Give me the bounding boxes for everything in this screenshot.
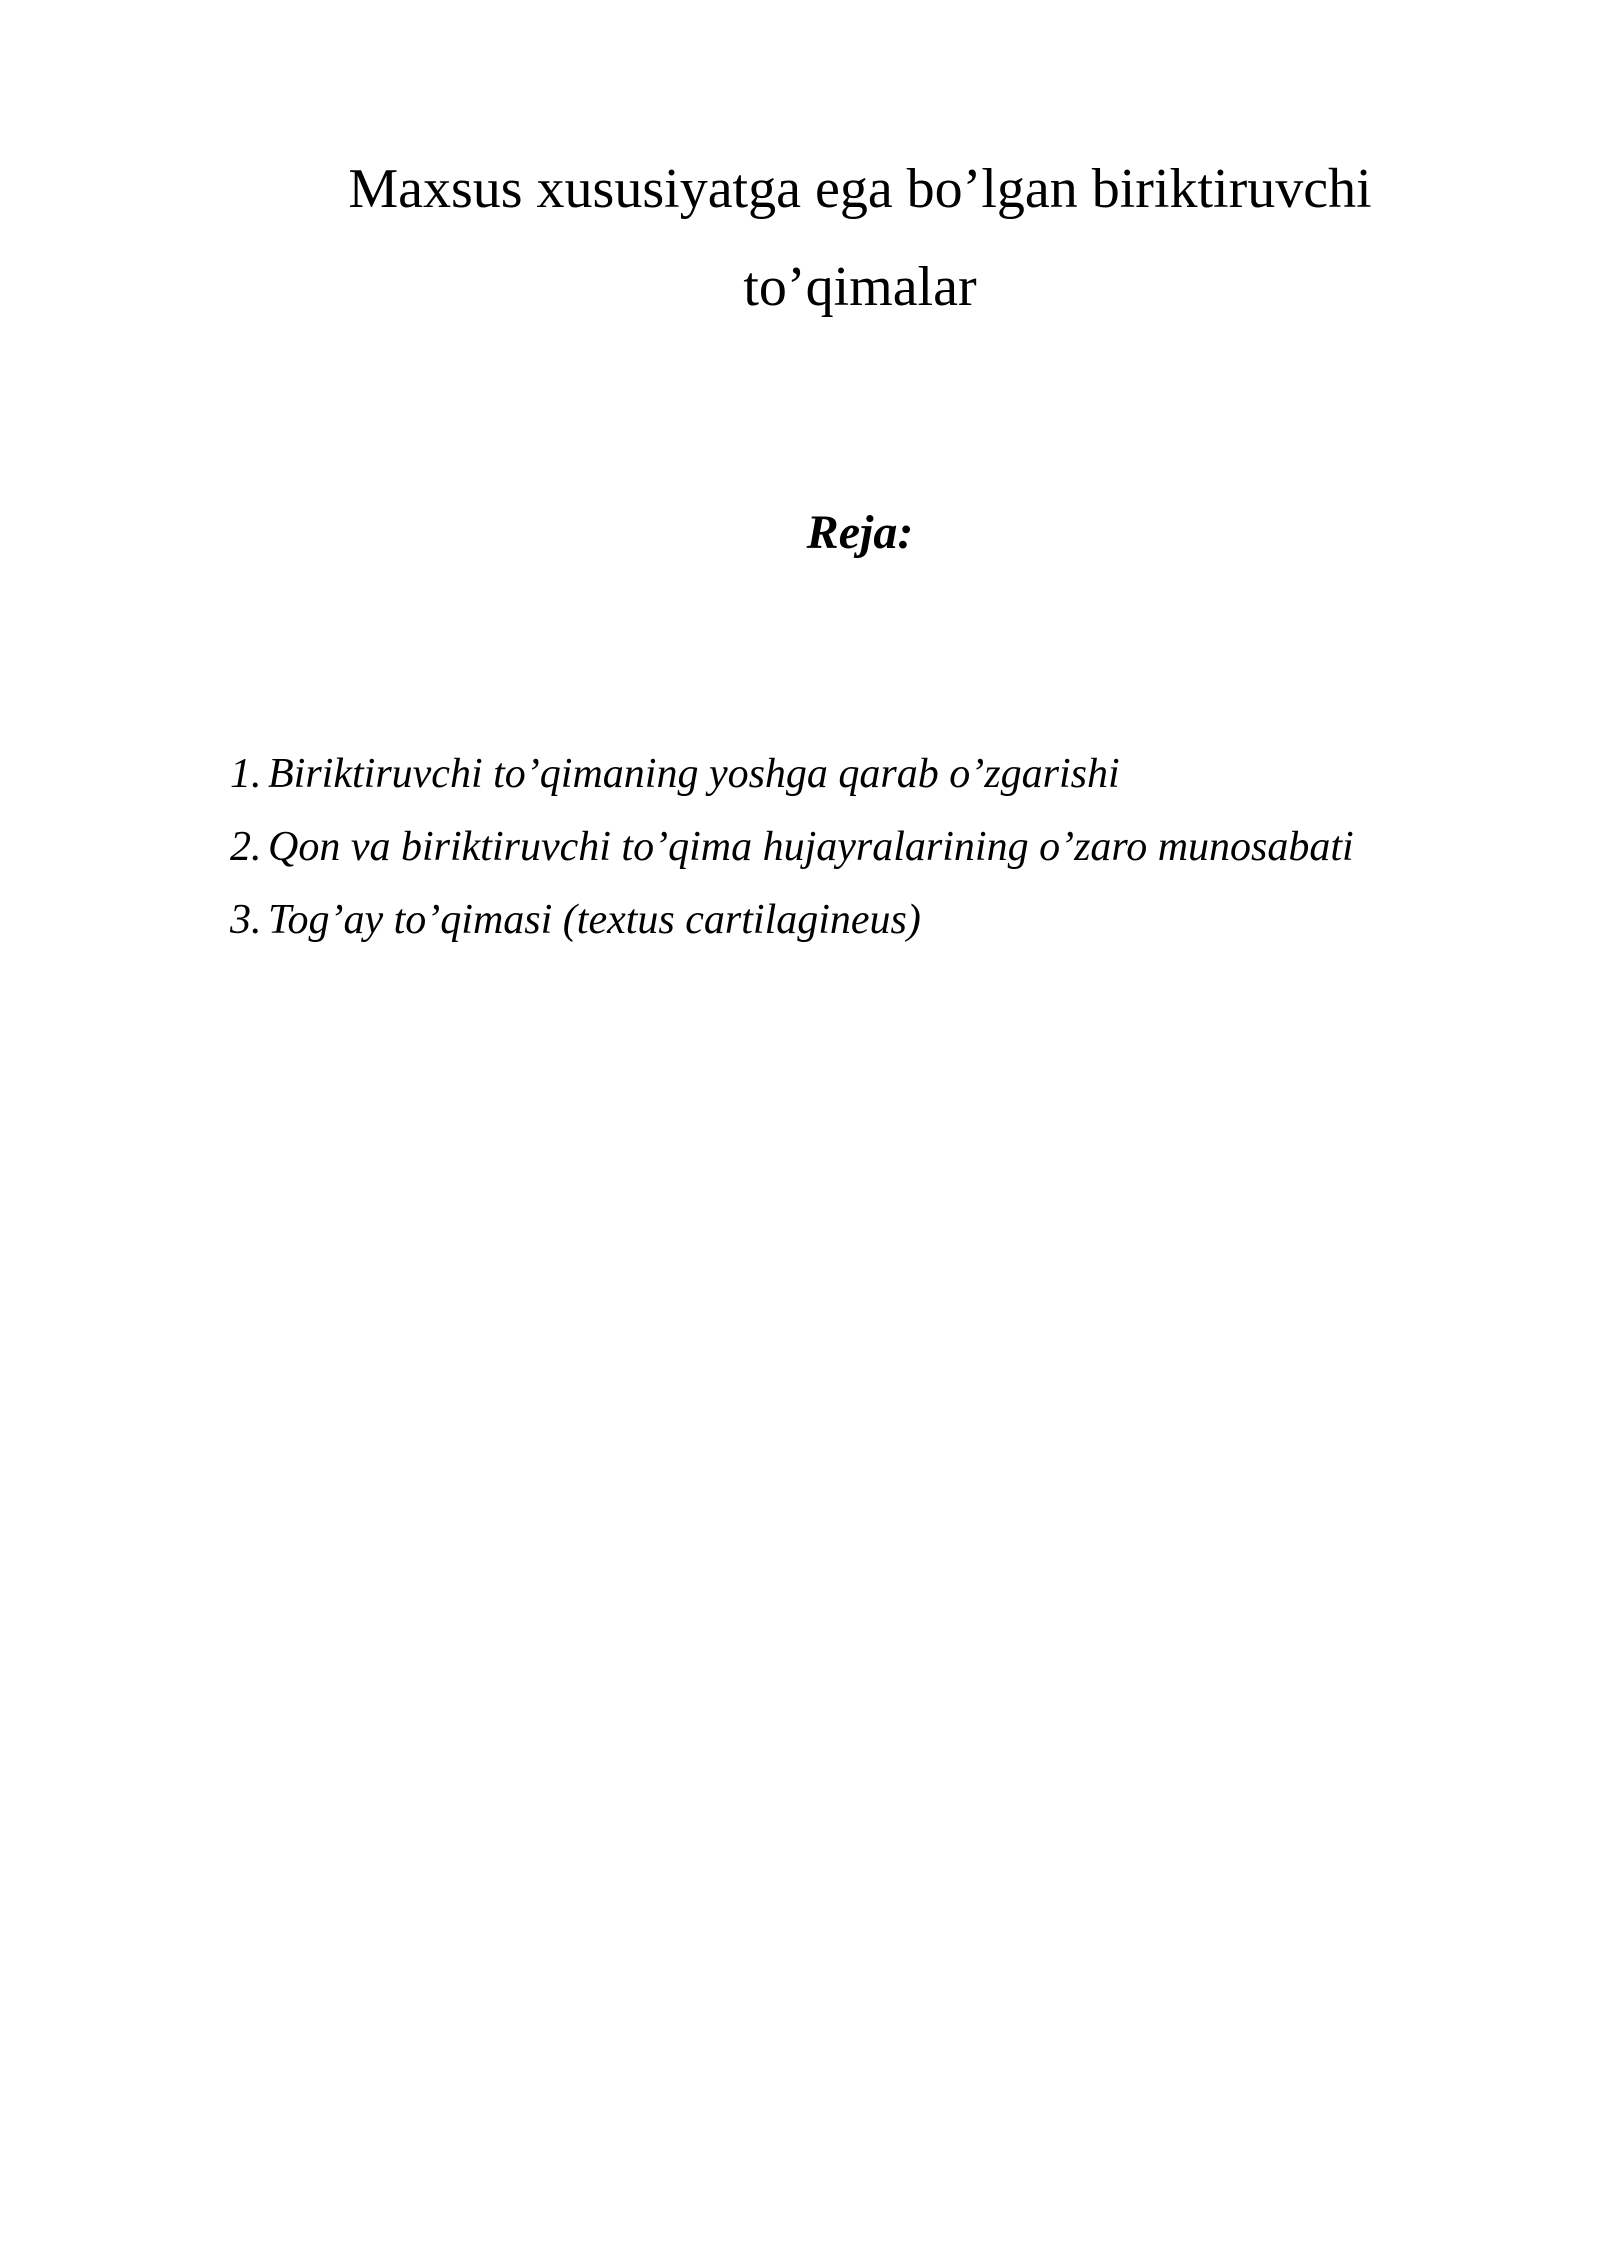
plan-item-text: Tog’ay to’qimasi (textus cartilagineus) [268,897,921,943]
plan-item-number: 2. [230,824,262,870]
title-line-2: to’qimalar [743,256,977,318]
plan-item-1 [230,738,1530,811]
plan-item-3 [230,884,1530,957]
page-title [240,140,1480,336]
plan-list [230,738,1530,957]
title-line-1: Maxsus xususiyatga ega bo’lgan biriktiruvchi [348,158,1372,220]
plan-item-2 [230,811,1530,884]
plan-item-text: Biriktiruvchi to’qimaning yoshga qarab o’zgarishi [268,751,1120,797]
plan-item-number: 3. [230,897,262,943]
plan-item-text: Qon va biriktiruvchi to’qima hujayralarining o’zaro munosabati [268,824,1354,870]
plan-item-number: 1. [230,751,262,797]
plan-heading: Reja: [806,506,914,559]
